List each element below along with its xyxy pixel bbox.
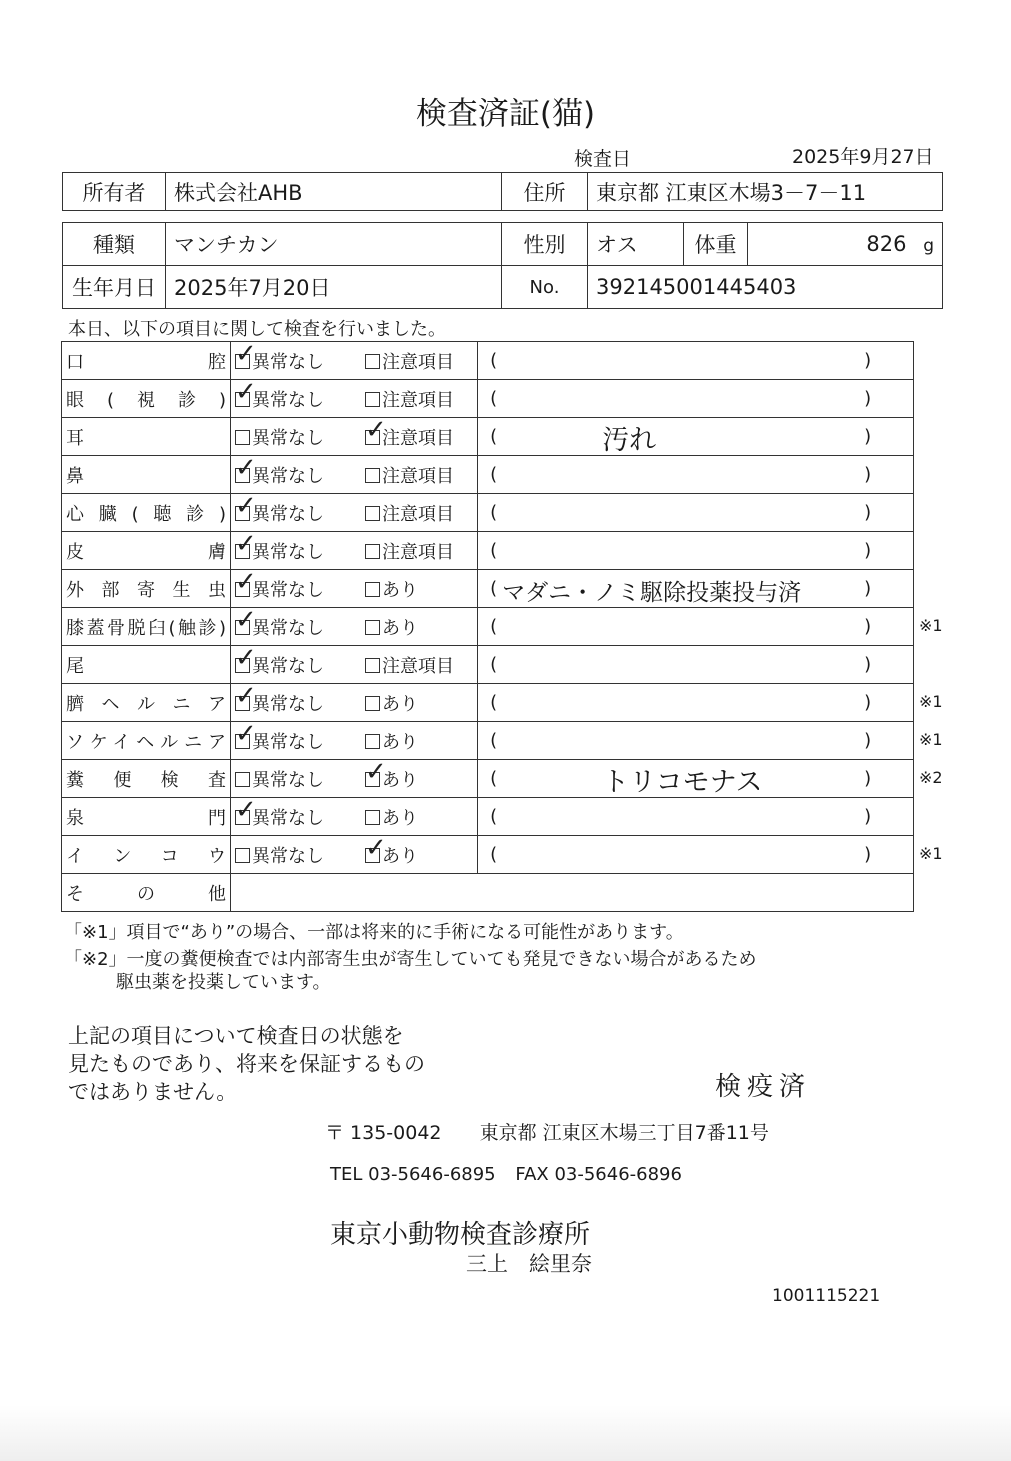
option-ok bbox=[235, 528, 365, 564]
table-row bbox=[62, 760, 914, 798]
option-ok-label: 異常なし bbox=[252, 769, 324, 791]
option-ok bbox=[235, 766, 365, 792]
paren-close: ) bbox=[864, 692, 872, 713]
table-row-other bbox=[62, 874, 914, 912]
clinic-contact bbox=[330, 1164, 682, 1185]
option-ok-label: 異常なし bbox=[252, 617, 324, 639]
check-mark-icon: ✓ bbox=[235, 338, 257, 369]
paren-open: ( bbox=[490, 578, 498, 599]
paren-close: ) bbox=[864, 730, 872, 751]
checkbox-alt[interactable] bbox=[365, 414, 387, 445]
checkbox-ok[interactable] bbox=[235, 794, 257, 825]
clinic-address bbox=[325, 1118, 769, 1145]
option-ok bbox=[235, 424, 365, 450]
option-ok bbox=[235, 794, 365, 830]
item-name: インコウ bbox=[66, 845, 226, 867]
clinic-fax: FAX 03-5646-6896 bbox=[515, 1164, 682, 1185]
option-ok-label: 異常なし bbox=[252, 427, 324, 449]
option-ok bbox=[235, 338, 365, 374]
clinic-tel: TEL 03-5646-6895 bbox=[330, 1164, 496, 1185]
note-text: マダニ・ノミ駆除投薬投与済 bbox=[502, 580, 802, 606]
option-ok bbox=[235, 566, 365, 602]
note-wrapper bbox=[482, 844, 875, 865]
result-cell bbox=[231, 414, 478, 456]
checkbox-alt[interactable] bbox=[365, 354, 380, 369]
other-value-cell bbox=[231, 874, 914, 912]
result-cell bbox=[231, 756, 478, 798]
item-name-cell bbox=[62, 570, 231, 608]
paren-open: ( bbox=[490, 768, 498, 789]
paren-close: ) bbox=[864, 768, 872, 789]
intro-text: 本日、以下の項目に関して検査を行いました。 bbox=[68, 319, 446, 340]
paren-open: ( bbox=[490, 730, 498, 751]
option-alt-label: あり bbox=[382, 845, 418, 867]
option-ok bbox=[235, 376, 365, 412]
table-row bbox=[62, 418, 914, 456]
postal-code: 〒 135-0042 bbox=[325, 1122, 442, 1144]
option-ok-label: 異常なし bbox=[252, 807, 324, 829]
result-cell bbox=[231, 338, 478, 380]
paren-open: ( bbox=[490, 692, 498, 713]
checkbox-ok[interactable] bbox=[235, 430, 250, 445]
checkbox-alt[interactable] bbox=[365, 506, 380, 521]
option-alt bbox=[365, 804, 418, 830]
checkbox-alt[interactable] bbox=[365, 658, 380, 673]
checkbox-alt[interactable] bbox=[365, 582, 380, 597]
paren-close: ) bbox=[864, 578, 872, 599]
option-alt-label: 注意項目 bbox=[382, 351, 454, 373]
table-row bbox=[62, 608, 914, 646]
item-name-cell bbox=[62, 342, 231, 380]
checkbox-ok[interactable] bbox=[235, 772, 250, 787]
note-text: トリコモナス bbox=[602, 767, 763, 798]
footnote-reference: ※1 bbox=[919, 844, 943, 863]
result-cell bbox=[231, 452, 478, 494]
result-cell bbox=[231, 528, 478, 570]
option-alt bbox=[365, 652, 454, 678]
note-wrapper bbox=[482, 730, 875, 751]
disclaimer bbox=[68, 1022, 425, 1106]
check-mark-icon: ✓ bbox=[365, 832, 387, 863]
option-ok bbox=[235, 680, 365, 716]
paren-close: ) bbox=[864, 426, 872, 447]
option-ok-label: 異常なし bbox=[252, 845, 324, 867]
address-label: 住所 bbox=[502, 173, 588, 211]
item-name-cell bbox=[62, 874, 231, 912]
checkbox-ok[interactable] bbox=[235, 452, 257, 483]
note-wrapper bbox=[482, 654, 875, 675]
table-row bbox=[62, 722, 914, 760]
option-ok-label: 異常なし bbox=[252, 465, 324, 487]
table-row bbox=[62, 684, 914, 722]
option-alt-label: あり bbox=[382, 617, 418, 639]
owner-label: 所有者 bbox=[63, 173, 166, 211]
check-mark-icon: ✓ bbox=[235, 718, 257, 749]
option-alt-label: 注意項目 bbox=[382, 503, 454, 525]
option-alt-label: 注意項目 bbox=[382, 465, 454, 487]
checkbox-ok[interactable] bbox=[235, 642, 257, 673]
item-name: 糞便検査 bbox=[66, 769, 226, 791]
checkbox-ok[interactable] bbox=[235, 566, 257, 597]
checkbox-alt[interactable] bbox=[365, 832, 387, 863]
option-alt-label: 注意項目 bbox=[382, 427, 454, 449]
option-alt-label: あり bbox=[382, 769, 418, 791]
item-name: 外部寄生虫 bbox=[66, 579, 226, 601]
paren-close: ) bbox=[864, 464, 872, 485]
result-cell bbox=[231, 794, 478, 836]
checkbox-ok[interactable] bbox=[235, 848, 250, 863]
quarantine-stamp: 検疫済 bbox=[715, 1072, 812, 1102]
disclaimer-line: 上記の項目について検査日の状態を bbox=[68, 1024, 404, 1048]
result-cell bbox=[231, 718, 478, 760]
note-cell bbox=[478, 760, 914, 798]
item-name: ソケイヘルニア bbox=[66, 731, 226, 753]
checkbox-alt[interactable] bbox=[365, 696, 380, 711]
sex-value: オス bbox=[588, 223, 684, 266]
option-ok-label: 異常なし bbox=[252, 655, 324, 677]
option-ok bbox=[235, 642, 365, 678]
checkbox-ok[interactable] bbox=[235, 680, 257, 711]
note-cell bbox=[478, 684, 914, 722]
sex-label: 性別 bbox=[502, 223, 588, 266]
note-cell bbox=[478, 456, 914, 494]
result-cell bbox=[231, 376, 478, 418]
option-ok-label: 異常なし bbox=[252, 579, 324, 601]
checkbox-alt[interactable] bbox=[365, 468, 380, 483]
table-row bbox=[62, 646, 914, 684]
option-alt bbox=[365, 690, 418, 716]
item-name-cell bbox=[62, 456, 231, 494]
item-name-cell bbox=[62, 418, 231, 456]
result-cell bbox=[231, 680, 478, 722]
weight-value: 826 bbox=[866, 232, 907, 256]
item-name-cell bbox=[62, 646, 231, 684]
option-alt-label: 注意項目 bbox=[382, 541, 454, 563]
result-cell bbox=[231, 604, 478, 646]
note-cell bbox=[478, 836, 914, 874]
note-cell bbox=[478, 342, 914, 380]
option-ok-label: 異常なし bbox=[252, 693, 324, 715]
note-cell bbox=[478, 570, 914, 608]
paren-close: ) bbox=[864, 806, 872, 827]
checkbox-ok[interactable] bbox=[235, 528, 257, 559]
option-alt bbox=[365, 462, 454, 488]
item-name: 心臓(聴診) bbox=[66, 503, 226, 525]
option-alt-label: 注意項目 bbox=[382, 655, 454, 677]
item-name: 臍ヘルニア bbox=[66, 693, 226, 715]
option-ok-label: 異常なし bbox=[252, 351, 324, 373]
option-alt-label: あり bbox=[382, 693, 418, 715]
table-row bbox=[62, 494, 914, 532]
item-name: 鼻 bbox=[66, 465, 84, 487]
note-wrapper bbox=[482, 502, 875, 523]
item-name: 皮膚 bbox=[66, 541, 226, 563]
option-alt bbox=[365, 500, 454, 526]
note-cell bbox=[478, 532, 914, 570]
check-mark-icon: ✓ bbox=[235, 680, 257, 711]
paren-open: ( bbox=[490, 844, 498, 865]
birth-label: 生年月日 bbox=[63, 266, 166, 309]
option-alt-label: あり bbox=[382, 807, 418, 829]
check-mark-icon: ✓ bbox=[235, 490, 257, 521]
exam-date-value: 2025年9月27日 bbox=[792, 146, 934, 168]
item-name-cell bbox=[62, 836, 231, 874]
option-alt bbox=[365, 576, 418, 602]
paren-close: ) bbox=[864, 388, 872, 409]
no-label: No. bbox=[502, 266, 588, 309]
option-ok-label: 異常なし bbox=[252, 503, 324, 525]
paren-open: ( bbox=[490, 426, 498, 447]
check-mark-icon: ✓ bbox=[235, 794, 257, 825]
result-cell bbox=[231, 566, 478, 608]
item-name-cell bbox=[62, 494, 231, 532]
check-mark-icon: ✓ bbox=[235, 528, 257, 559]
option-ok bbox=[235, 718, 365, 754]
table-row bbox=[62, 532, 914, 570]
footnote-reference: ※1 bbox=[919, 616, 943, 635]
checkbox-alt[interactable] bbox=[365, 544, 380, 559]
note-cell bbox=[478, 494, 914, 532]
paren-open: ( bbox=[490, 654, 498, 675]
paren-close: ) bbox=[864, 844, 872, 865]
weight-label: 体重 bbox=[684, 223, 748, 266]
note-cell bbox=[478, 798, 914, 836]
check-mark-icon: ✓ bbox=[235, 452, 257, 483]
note-cell bbox=[478, 646, 914, 684]
checkbox-alt[interactable] bbox=[365, 810, 380, 825]
weight-unit: g bbox=[923, 236, 934, 256]
option-alt-label: あり bbox=[382, 731, 418, 753]
disclaimer-line: ではありません。 bbox=[68, 1080, 238, 1104]
note-cell bbox=[478, 418, 914, 456]
checkbox-alt[interactable] bbox=[365, 756, 387, 787]
address-value: 東京都 江東区木場3－7－11 bbox=[588, 173, 943, 211]
clinic-street-address: 東京都 江東区木場三丁目7番11号 bbox=[479, 1122, 769, 1144]
paren-close: ) bbox=[864, 502, 872, 523]
checkbox-ok[interactable] bbox=[235, 376, 257, 407]
paren-open: ( bbox=[490, 464, 498, 485]
paren-close: ) bbox=[864, 616, 872, 637]
note-wrapper bbox=[482, 350, 875, 371]
item-name-cell bbox=[62, 760, 231, 798]
note-wrapper bbox=[482, 578, 875, 606]
check-mark-icon: ✓ bbox=[235, 604, 257, 635]
option-alt-label: 注意項目 bbox=[382, 389, 454, 411]
paren-close: ) bbox=[864, 654, 872, 675]
note-cell bbox=[478, 380, 914, 418]
result-cell bbox=[231, 832, 478, 874]
note-cell bbox=[478, 608, 914, 646]
other-label: その他 bbox=[66, 883, 226, 905]
footnote-2: 「※2」一度の糞便検査では内部寄生虫が寄生していても発見できない場合があるため bbox=[64, 949, 757, 970]
item-name: 口腔 bbox=[66, 351, 226, 373]
note-wrapper bbox=[482, 806, 875, 827]
item-name-cell bbox=[62, 608, 231, 646]
check-mark-icon: ✓ bbox=[235, 376, 257, 407]
option-alt bbox=[365, 614, 418, 640]
note-wrapper bbox=[482, 388, 875, 409]
option-ok bbox=[235, 842, 365, 868]
note-wrapper bbox=[482, 464, 875, 485]
footnote-reference: ※1 bbox=[919, 692, 943, 711]
item-name-cell bbox=[62, 532, 231, 570]
footnote-reference: ※1 bbox=[919, 730, 943, 749]
check-mark-icon: ✓ bbox=[365, 414, 387, 445]
option-alt bbox=[365, 756, 418, 792]
scan-shadow bbox=[0, 1405, 1011, 1461]
paren-close: ) bbox=[864, 350, 872, 371]
item-name: 膝蓋骨脱臼(触診) bbox=[66, 617, 226, 639]
checkbox-ok[interactable] bbox=[235, 338, 257, 369]
document-title: 検査済証(猫) bbox=[415, 96, 596, 132]
weight-cell bbox=[748, 223, 943, 266]
check-mark-icon: ✓ bbox=[365, 756, 387, 787]
note-wrapper bbox=[482, 540, 875, 561]
note-text: 汚れ bbox=[602, 425, 657, 456]
option-ok-label: 異常なし bbox=[252, 731, 324, 753]
birth-value: 2025年7月20日 bbox=[166, 266, 502, 309]
checkbox-ok[interactable] bbox=[235, 718, 257, 749]
owner-value: 株式会社AHB bbox=[166, 173, 502, 211]
checkbox-alt[interactable] bbox=[365, 392, 380, 407]
footnote-1: 「※1」項目で“あり”の場合、一部は将来的に手術になる可能性があります。 bbox=[64, 922, 684, 943]
checkbox-alt[interactable] bbox=[365, 620, 380, 635]
paren-open: ( bbox=[490, 540, 498, 561]
option-alt bbox=[365, 538, 454, 564]
table-row bbox=[62, 342, 914, 380]
paren-open: ( bbox=[490, 388, 498, 409]
disclaimer-line: 見たものであり、将来を保証するもの bbox=[68, 1052, 425, 1076]
option-alt bbox=[365, 414, 454, 450]
paren-open: ( bbox=[490, 350, 498, 371]
result-cell bbox=[231, 490, 478, 532]
option-ok-label: 異常なし bbox=[252, 389, 324, 411]
item-name-cell bbox=[62, 722, 231, 760]
option-alt bbox=[365, 386, 454, 412]
footnote-2-continued: 駆虫薬を投薬しています。 bbox=[116, 972, 331, 993]
item-name: 耳 bbox=[66, 427, 84, 449]
paren-open: ( bbox=[490, 616, 498, 637]
check-table bbox=[61, 338, 914, 912]
note-wrapper bbox=[482, 425, 875, 456]
option-ok bbox=[235, 490, 365, 526]
exam-date-label: 検査日 bbox=[574, 148, 632, 170]
note-wrapper bbox=[482, 616, 875, 637]
paren-close: ) bbox=[864, 540, 872, 561]
check-mark-icon: ✓ bbox=[235, 642, 257, 673]
clinic-name: 東京小動物検査診療所 bbox=[330, 1220, 591, 1250]
option-alt bbox=[365, 832, 418, 868]
item-name: 尾 bbox=[66, 655, 84, 677]
checkbox-ok[interactable] bbox=[235, 604, 257, 635]
option-ok bbox=[235, 604, 365, 640]
table-row bbox=[62, 836, 914, 874]
option-ok bbox=[235, 452, 365, 488]
breed-value: マンチカン bbox=[166, 223, 502, 266]
vet-name: 三上 絵里奈 bbox=[466, 1252, 592, 1276]
table-row bbox=[62, 570, 914, 608]
result-cell bbox=[231, 642, 478, 684]
no-value: 392145001445403 bbox=[588, 266, 943, 309]
note-cell bbox=[478, 722, 914, 760]
breed-label: 種類 bbox=[63, 223, 166, 266]
owner-table bbox=[62, 172, 943, 211]
item-name-cell bbox=[62, 798, 231, 836]
item-name: 眼(視診) bbox=[66, 389, 226, 411]
checkbox-alt[interactable] bbox=[365, 734, 380, 749]
paren-open: ( bbox=[490, 806, 498, 827]
option-alt-label: あり bbox=[382, 579, 418, 601]
option-alt bbox=[365, 728, 418, 754]
option-ok-label: 異常なし bbox=[252, 541, 324, 563]
item-name-cell bbox=[62, 684, 231, 722]
paren-open: ( bbox=[490, 502, 498, 523]
document-number: 1001115221 bbox=[772, 1286, 881, 1306]
note-wrapper bbox=[482, 692, 875, 713]
option-alt bbox=[365, 348, 454, 374]
note-wrapper bbox=[482, 767, 875, 798]
item-name-cell bbox=[62, 380, 231, 418]
pet-table bbox=[62, 222, 943, 309]
checkbox-ok[interactable] bbox=[235, 490, 257, 521]
table-row bbox=[62, 456, 914, 494]
table-row bbox=[62, 380, 914, 418]
check-mark-icon: ✓ bbox=[235, 566, 257, 597]
item-name: 泉門 bbox=[66, 807, 226, 829]
footnote-reference: ※2 bbox=[919, 768, 943, 787]
table-row bbox=[62, 798, 914, 836]
